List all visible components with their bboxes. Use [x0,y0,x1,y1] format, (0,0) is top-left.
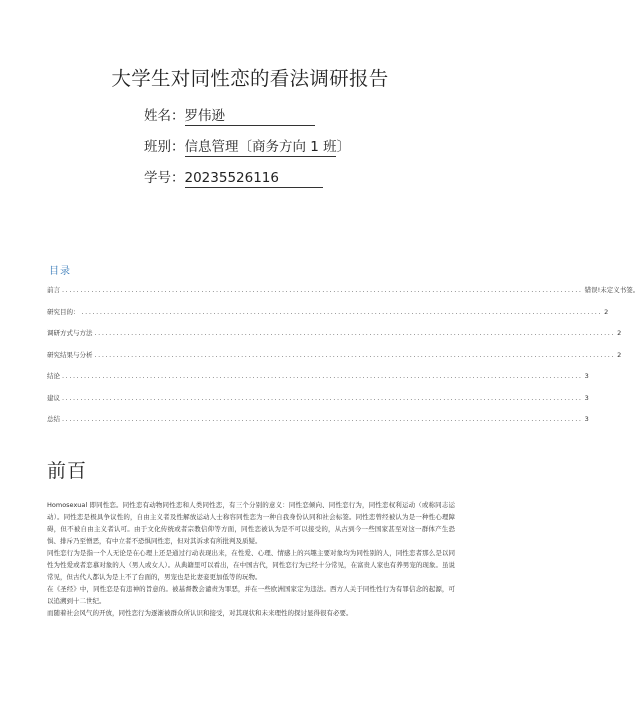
section-body [47,499,455,619]
table-of-contents [47,285,639,436]
toc-entry-title: 结论 [47,372,60,380]
toc-entry-suggestions[interactable] [47,393,589,415]
name-value: 罗伟逊 [185,104,315,126]
toc-entry-page: 2 [617,350,622,359]
toc-entry-title: 研究目的： [47,307,80,316]
section-heading: 前百 [47,460,88,482]
document-title: 大学生对同性恋的看法调研报告 [111,67,389,90]
toc-leader-dots: .............................................................................................................................................. [62,286,583,294]
student-id-value: 20235526116 [185,170,323,188]
toc-leader-dots: .............................................................................................................................................. [62,415,583,423]
toc-heading: 目录 [49,266,71,277]
toc-entry-title: 建议 [47,393,60,402]
toc-leader-dots: .............................................................................................................................................. [94,329,616,337]
class-label: 班别： [144,139,185,155]
toc-entry-conclusion[interactable] [47,371,589,393]
toc-entry-page: 3 [584,393,589,402]
toc-entry-purpose[interactable] [47,307,609,329]
toc-entry-preface[interactable] [47,285,639,307]
paragraph: 同性恋行为是指一个人无论是在心理上还是通过行动表现出来，在性爱、心理、情感上的兴趣主要对象均为同性别的人，同性恋者那么是以同性为性爱或者恋慕对象的人（男人或女人）。从典籍里可以看出，在中国古代，同性恋行为已经十分常见，在富贵人家也有养男宠的现象。虽说常见，但古代人都认为是上不了台面的，男宠也是比妻妾更加低等的玩物。 [47,549,455,581]
student-id-row [144,166,323,188]
toc-leader-dots: .............................................................................................................................................. [81,307,603,316]
paragraph: 在《圣经》中，同性恋是有违神的旨意的。被基督教会谴责为罪恶，并在一些欧洲国家定为违法。西方人关于同性性行为有罪信念的起源，可以追溯到十二世纪。 [47,585,455,605]
toc-entry-title: 总结 [47,415,60,423]
toc-entry-title: 研究结果与分析 [47,350,93,359]
toc-entry-page: 错误!未定义书签。 [584,286,639,294]
paragraph: Homosexual 即同性恋。同性恋有动物同性恋和人类同性恋，有三个分别的意义：同性恋倾向、同性恋行为，同性恋权利运动（或称同志运动）。同性恋是极具争议性的，自由主义者及性解放运动人士称容同性恋为一种自我身份认同和社会标签。同性恋曾经被认为是一种性心理障碍，但不被自由主义者认可。由于文化传统或者宗教信仰等方面，同性恋被认为是不可以接受的，从古到今一些国家甚至对这一群体产生恐惧、排斥乃至憎恶，有中立者不恐惧同性恋，但对其诉求有所批判及质疑。 [47,501,455,545]
toc-entry-summary[interactable] [47,414,589,436]
name-row [144,104,315,126]
toc-leader-dots: .............................................................................................................................................. [94,350,616,359]
toc-entry-title: 前言 [47,286,60,294]
toc-entry-page: 3 [584,415,589,423]
toc-entry-title: 调研方式与方法 [47,329,93,337]
paragraph: 而随着社会风气的开放，同性恋行为逐渐被群众所认识和接受，对其现状和未来理性的探讨显得很有必要。 [47,609,353,617]
student-id-label: 学号： [144,170,185,186]
class-row [144,135,351,157]
toc-entry-page: 2 [604,307,609,316]
name-label: 姓名： [144,108,185,124]
toc-entry-page: 2 [617,329,622,337]
toc-entry-results[interactable] [47,350,622,372]
class-value: 信息管理〔商务方向 1 班〕 [185,135,336,157]
toc-entry-methods[interactable] [47,328,622,350]
toc-entry-page: 3 [584,372,589,380]
toc-leader-dots: .............................................................................................................................................. [62,372,583,380]
toc-leader-dots: .............................................................................................................................................. [62,393,583,402]
